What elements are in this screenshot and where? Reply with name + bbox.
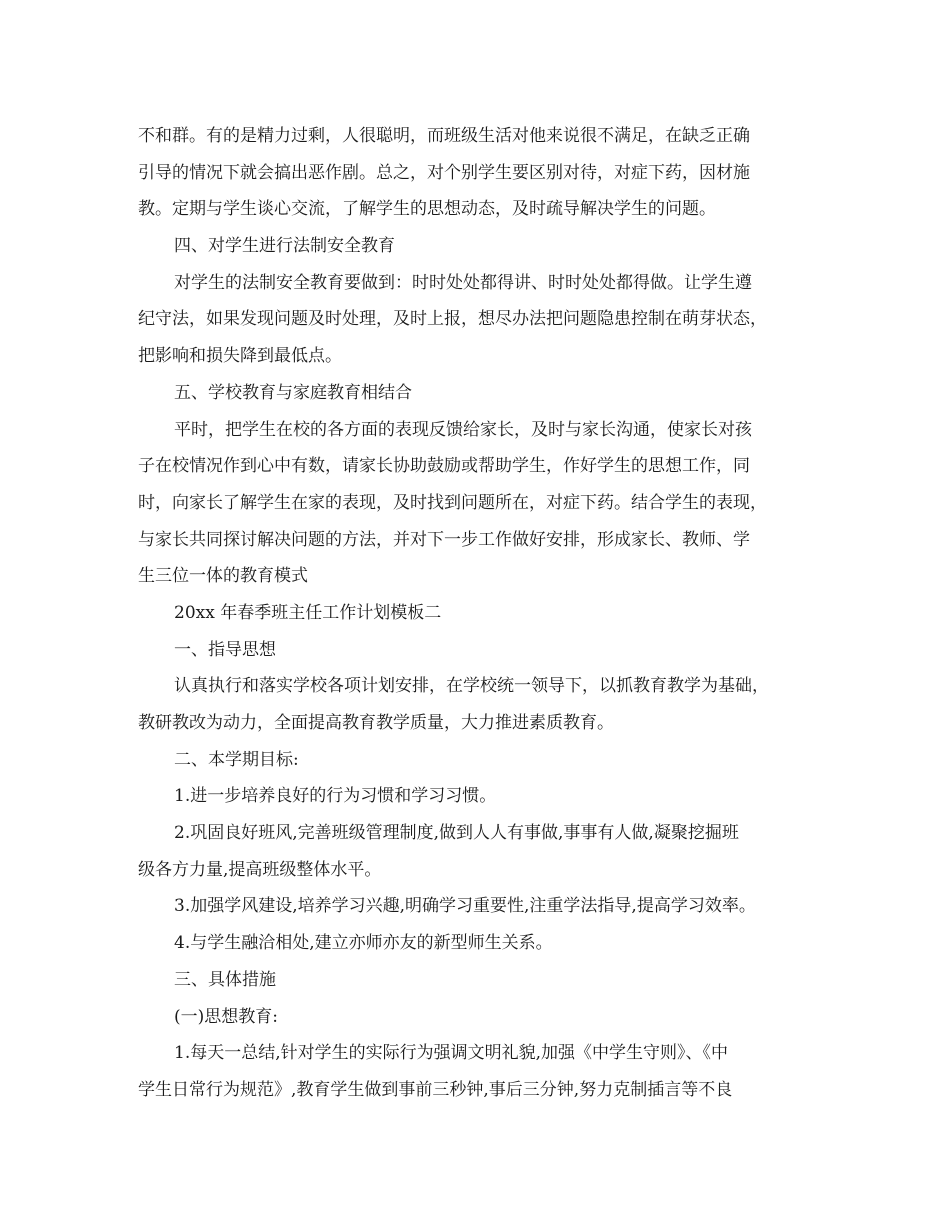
text-line: 3.加强学风建设,培养学习兴趣,明确学习重要性,注重学法指导,提高学习效率。: [174, 896, 756, 917]
text-line: 把影响和损失降到最低点。: [138, 346, 342, 367]
text-line: 与家长共同探讨解决问题的方法，并对下一步工作做好安排，形成家长、教师、学: [138, 529, 750, 550]
text-line: 纪守法，如果发现问题及时处理，及时上报，想尽办法把问题隐患控制在萌芽状态，: [138, 309, 767, 330]
document-body: [138, 118, 828, 1109]
text-line: 1.每天一总结,针对学生的实际行为强调文明礼貌,加强《中学生守则》、《中: [174, 1043, 729, 1064]
text-line: 引导的情况下就会搞出恶作剧。总之，对个别学生要区别对待，对症下药，因材施: [138, 162, 750, 183]
text-line: 三、具体措施: [174, 969, 276, 990]
text-line: 对学生的法制安全教育要做到：时时处处都得讲、时时处处都得做。让学生遵: [174, 272, 752, 293]
text-line: 平时，把学生在校的各方面的表现反馈给家长，及时与家长沟通，使家长对孩: [174, 419, 752, 440]
text-line: 学生日常行为规范》,教育学生做到事前三秒钟,事后三分钟,努力克制插言等不良: [138, 1079, 733, 1100]
text-line: 一、指导思想: [174, 639, 276, 660]
text-line: 生三位一体的教育模式: [138, 566, 308, 587]
text-line: (一)思想教育:: [174, 1006, 278, 1027]
text-line: 五、学校教育与家庭教育相结合: [174, 382, 412, 403]
text-line: 认真执行和落实学校各项计划安排，在学校统一领导下，以抓教育教学为基础，: [174, 676, 769, 697]
text-line: 2.巩固良好班风,完善班级管理制度,做到人人有事做,事事有人做,凝聚挖掘班: [174, 823, 739, 844]
text-line: 4.与学生融洽相处,建立亦师亦友的新型师生关系。: [174, 933, 553, 954]
text-line: 四、对学生进行法制安全教育: [174, 236, 395, 257]
text-line: 不和群。有的是精力过剩，人很聪明，而班级生活对他来说很不满足，在缺乏正确: [138, 126, 750, 146]
text-line: 级各方力量,提高班级整体水平。: [138, 859, 382, 880]
text-line: 教研教改为动力，全面提高教育教学质量，大力推进素质教育。: [138, 713, 614, 733]
text-line: 20xx 年春季班主任工作计划模板二: [174, 602, 442, 623]
text-line: 子在校情况作到心中有数，请家长协助鼓励或帮助学生，作好学生的思想工作，同: [138, 456, 750, 477]
text-line: 时，向家长了解学生在家的表现，及时找到问题所在，对症下药。结合学生的表现，: [138, 492, 767, 513]
text-line: 二、本学期目标:: [174, 749, 299, 770]
text-line: 1.进一步培养良好的行为习惯和学习习惯。: [174, 786, 497, 807]
text-line: 教。定期与学生谈心交流，了解学生的思想动态，及时疏导解决学生的问题。: [138, 199, 716, 220]
